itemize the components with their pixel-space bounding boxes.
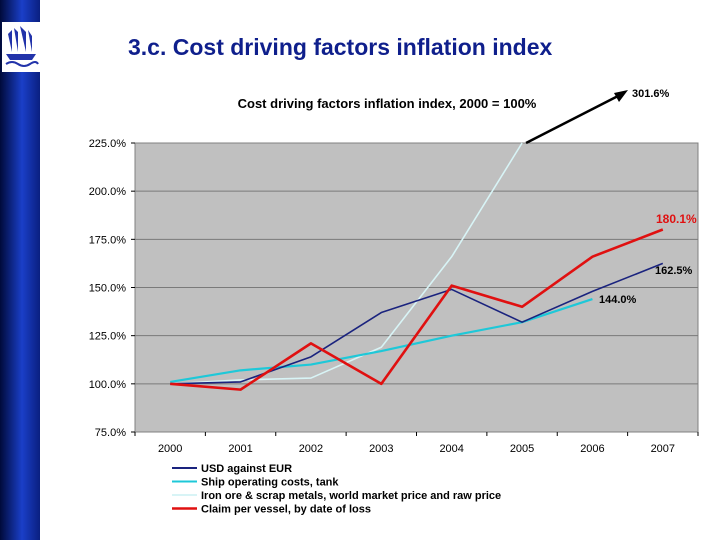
x-tick-label: 2001 — [228, 443, 253, 455]
annotation-arrowhead — [614, 90, 628, 102]
x-tick-label: 2002 — [298, 443, 324, 455]
annotation-label: 180.1% — [656, 212, 697, 226]
slide-title: 3.c. Cost driving factors inflation index — [128, 34, 553, 60]
y-tick-label: 200.0% — [88, 186, 126, 199]
x-tick-label: 2005 — [509, 443, 535, 455]
y-tick-label: 125.0% — [88, 330, 126, 343]
x-tick-label: 2004 — [439, 443, 464, 455]
legend-label: Iron ore & scrap metals, world market price and raw price — [201, 490, 502, 502]
annotation-label: 162.5% — [655, 265, 693, 277]
y-tick-label: 75.0% — [94, 427, 126, 439]
legend-label: Claim per vessel, by date of loss — [201, 503, 371, 516]
annotation-arrow — [526, 96, 618, 143]
annotation-label: 144.0% — [599, 294, 637, 306]
y-tick-label: 175.0% — [88, 234, 126, 247]
annotation-label: 301.6% — [632, 88, 670, 100]
x-tick-label: 2006 — [580, 443, 605, 455]
x-tick-label: 2000 — [157, 443, 183, 455]
legend-label: USD against EUR — [201, 463, 293, 475]
x-tick-label: 2007 — [650, 443, 676, 455]
y-tick-label: 150.0% — [88, 282, 126, 295]
x-tick-label: 2003 — [369, 443, 394, 455]
chart-title: Cost driving factors inflation index, 2000 = 100% — [237, 96, 537, 111]
y-tick-label: 100.0% — [88, 378, 126, 391]
y-tick-label: 225.0% — [88, 138, 126, 150]
legend-label: Ship operating costs, tank — [201, 476, 339, 489]
